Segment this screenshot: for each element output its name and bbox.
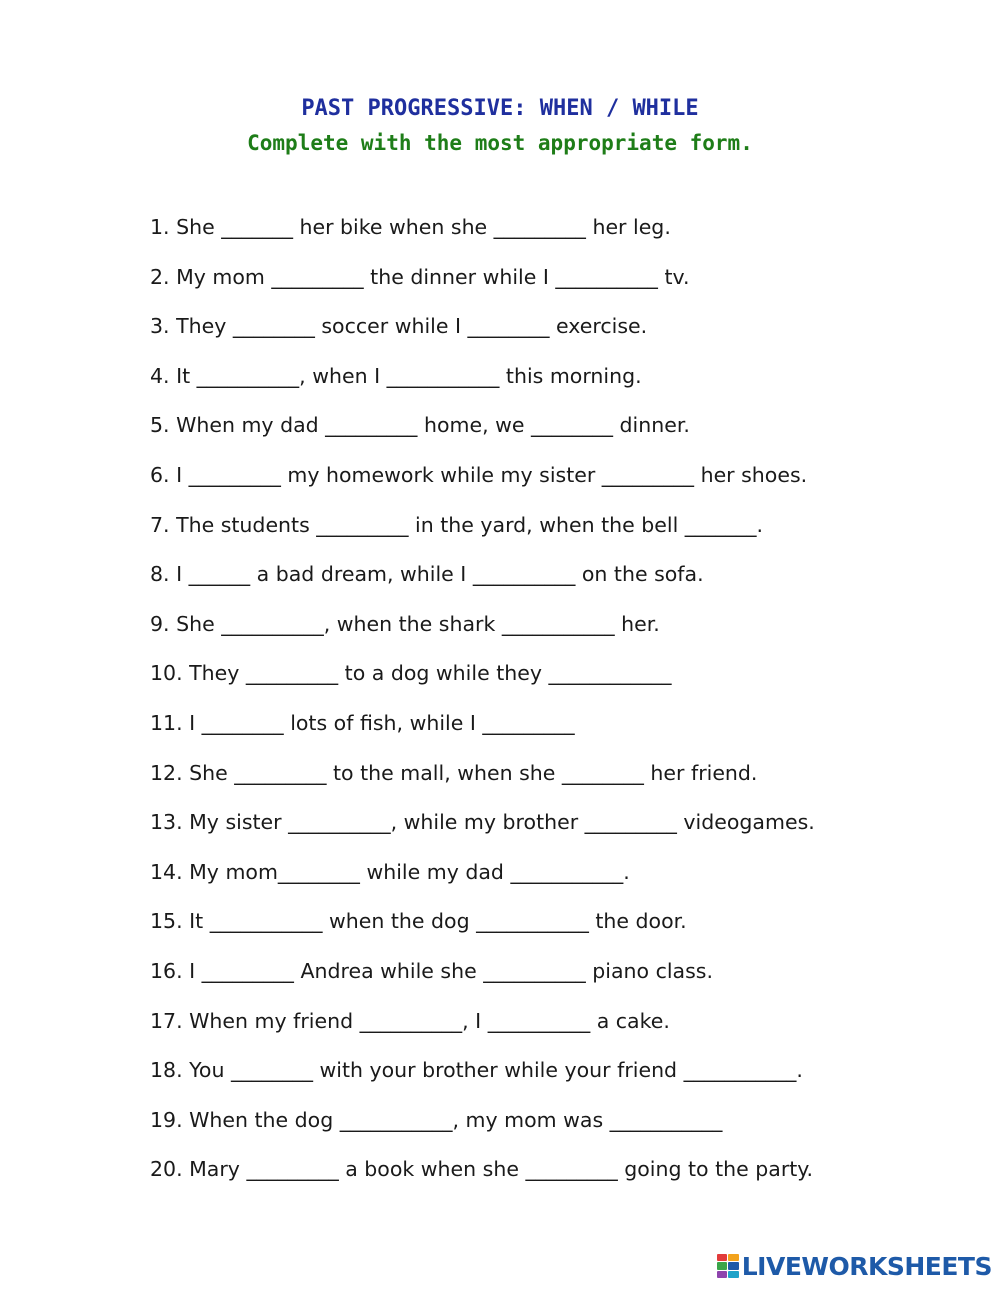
- exercise-item-16: 16. I _________ Andrea while she __________ piano class.: [150, 958, 713, 983]
- exercise-item-4: 4. It __________, when I ___________ this morning.: [150, 363, 642, 388]
- exercise-item-13: 13. My sister __________, while my brother _________ videogames.: [150, 810, 815, 835]
- exercise-item-11: 11. I ________ lots of fish, while I _________: [150, 710, 575, 735]
- exercise-item-7: 7. The students _________ in the yard, when the bell _______.: [150, 512, 764, 537]
- liveworksheets-logo[interactable]: [717, 1251, 992, 1281]
- exercise-item-9: 9. She __________, when the shark ___________ her.: [150, 611, 660, 636]
- logo-text: LIVEWORKSHEETS: [741, 1251, 992, 1281]
- exercise-item-6: 6. I _________ my homework while my sister _________ her shoes.: [150, 462, 808, 487]
- exercise-item-5: 5. When my dad _________ home, we ________ dinner.: [150, 413, 690, 438]
- exercise-item-15: 15. It ___________ when the dog ___________ the door.: [150, 909, 687, 934]
- exercise-item-1: 1. She _______ her bike when she _________ her leg.: [150, 215, 671, 239]
- exercise-list: [150, 208, 815, 1200]
- liveworksheets-logo-icon: [717, 1254, 739, 1278]
- exercise-item-2: 2. My mom _________ the dinner while I __________ tv.: [150, 264, 690, 289]
- page-subtitle: Complete with the most appropriate form.: [247, 131, 753, 155]
- exercise-item-18: 18. You ________ with your brother while your friend ___________.: [150, 1058, 803, 1083]
- exercise-item-10: 10. They _________ to a dog while they ____________: [150, 661, 672, 686]
- exercise-item-12: 12. She _________ to the mall, when she ________ her friend.: [150, 760, 758, 785]
- exercise-item-8: 8. I ______ a bad dream, while I __________ on the sofa.: [150, 562, 704, 587]
- exercise-item-3: 3. They ________ soccer while I ________ exercise.: [150, 314, 648, 339]
- exercise-item-14: 14. My mom________ while my dad ___________.: [150, 859, 630, 884]
- exercise-item-17: 17. When my friend __________, I __________ a cake.: [150, 1008, 670, 1033]
- exercise-item-19: 19. When the dog ___________, my mom was ___________: [150, 1107, 723, 1132]
- exercise-item-20: 20. Mary _________ a book when she _________ going to the party.: [150, 1157, 814, 1182]
- page-title: PAST PROGRESSIVE: WHEN / WHILE: [301, 96, 699, 121]
